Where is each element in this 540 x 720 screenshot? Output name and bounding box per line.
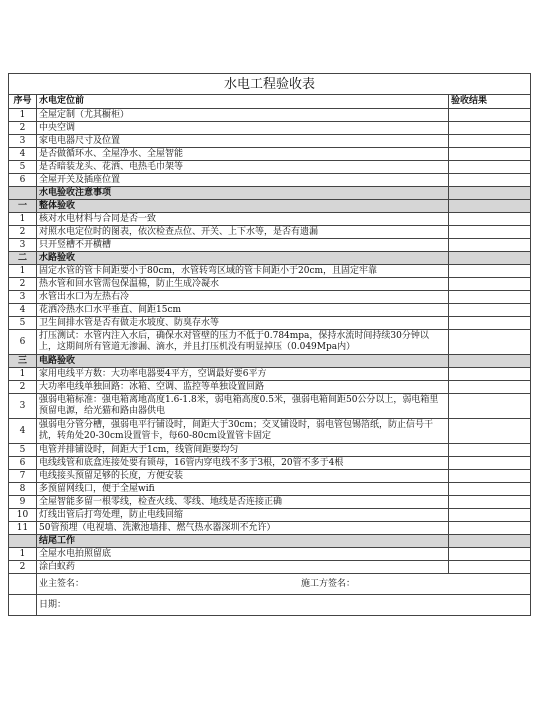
col-header-no: 序号 [9,95,37,109]
row-no: 3 [9,239,37,252]
row-no: 2 [9,122,37,135]
section-number: 一 [9,200,37,213]
row-item: 电线线管和底盒连接处要有锁母，16管内穿电线不多于3根，20管不多于4根 [37,457,449,470]
row-result[interactable] [449,419,531,444]
date-label: 日期： [37,595,531,616]
col-header-result: 验收结果 [449,95,531,109]
acceptance-table [8,73,531,616]
row-item: 打压测试：水管内注入水后，确保水对管壁的压力不低于0.784mpa，保持水流时间持续30分钟以上，这期间所有管道无渗漏、滴水，并且打压机没有明显掉压（0.049Mpa内） [37,330,449,355]
row-no: 1 [9,265,37,278]
row-no: 2 [9,226,37,239]
row-item: 强弱电箱标准：强电箱离地高度1.6-1.8米，弱电箱高度0.5米，强弱电箱间距50公分以上，弱电箱里预留电源，给光猫和路由器供电 [37,394,449,419]
row-item: 水管出水口为左热右冷 [37,291,449,304]
section-number: 二 [9,252,37,265]
row-result[interactable] [449,226,531,239]
row-result[interactable] [449,291,531,304]
row-no: 7 [9,470,37,483]
row-item: 中央空调 [37,122,449,135]
row-item: 强弱电分管分槽，强弱电平行铺设时，间距大于30cm；交叉铺设时，弱电管包锡箔纸，防止信号干扰，转角处20-30cm设置管卡，每60-80cm设置管卡固定 [37,419,449,444]
row-result[interactable] [449,483,531,496]
row-item: 是否做循环水、全屋净水、全屋智能 [37,148,449,161]
row-result[interactable] [449,304,531,317]
row-item: 多预留网线口，便于全屋wifi [37,483,449,496]
row-item: 对照水电定位时的图表，依次检查点位、开关、上下水等，是否有遗漏 [37,226,449,239]
row-result[interactable] [449,496,531,509]
row-result[interactable] [449,239,531,252]
row-result[interactable] [449,444,531,457]
row-result[interactable] [449,470,531,483]
row-no: 4 [9,419,37,444]
row-no: 1 [9,368,37,381]
row-result[interactable] [449,278,531,291]
row-no: 5 [9,444,37,457]
row-result[interactable] [449,109,531,122]
row-item: 卫生间排水管是否有做走水坡度、防臭存水等 [37,317,449,330]
table-title: 水电工程验收表 [9,74,531,95]
row-item: 全屋开关及插座位置 [37,174,449,187]
row-no: 3 [9,394,37,419]
section-title: 水路验收 [37,252,449,265]
row-item: 只开竖槽不开横槽 [37,239,449,252]
row-no: 6 [9,330,37,355]
col-header-item: 水电定位前 [37,95,449,109]
row-item: 花洒冷热水口水平垂直、间距15cm [37,304,449,317]
row-item: 是否暗装龙头、花洒、电热毛巾架等 [37,161,449,174]
row-result[interactable] [449,174,531,187]
row-item: 固定水管的管卡间距要小于80cm，水管转弯区域的管卡间距小于20cm，且固定牢靠 [37,265,449,278]
row-no: 11 [9,522,37,535]
row-no: 5 [9,161,37,174]
row-no: 1 [9,109,37,122]
row-item: 电线接头预留足够的长度，方便安装 [37,470,449,483]
row-result[interactable] [449,522,531,535]
row-item: 热水管和回水管需包保温棉，防止生成冷凝水 [37,278,449,291]
row-result[interactable] [449,381,531,394]
row-no: 3 [9,135,37,148]
row-no: 4 [9,304,37,317]
section-title: 电路验收 [37,355,449,368]
builder-signature-label: 施工方签名： [301,578,356,589]
row-no: 2 [9,278,37,291]
row-item: 家用电线平方数：大功率电器要4平方，空调最好要6平方 [37,368,449,381]
row-result[interactable] [449,509,531,522]
row-no: 1 [9,213,37,226]
row-result[interactable] [449,561,531,574]
row-result[interactable] [449,317,531,330]
row-result[interactable] [449,213,531,226]
row-no: 5 [9,317,37,330]
row-no: 1 [9,548,37,561]
row-result[interactable] [449,135,531,148]
row-result[interactable] [449,548,531,561]
row-result[interactable] [449,457,531,470]
section-title: 结尾工作 [37,535,449,548]
row-no: 2 [9,381,37,394]
signature-row [37,574,531,595]
row-item: 50管预埋（电视墙、洗漱池墙排、燃气热水器深圳不允许） [37,522,449,535]
notes-title: 水电验收注意事项 [37,187,449,200]
section-title: 整体验收 [37,200,449,213]
row-item: 电管并排铺设时，间距大于1cm，线管间距要均匀 [37,444,449,457]
row-result[interactable] [449,330,531,355]
row-result[interactable] [449,148,531,161]
row-item: 全屋定制（尤其橱柜） [37,109,449,122]
row-result[interactable] [449,265,531,278]
row-item: 家电电器尺寸及位置 [37,135,449,148]
row-result[interactable] [449,161,531,174]
row-item: 全屋智能多留一根零线，检查火线、零线、地线是否连接正确 [37,496,449,509]
row-result[interactable] [449,368,531,381]
owner-signature-label: 业主签名： [39,578,85,589]
section-number: 三 [9,355,37,368]
row-no: 4 [9,148,37,161]
row-no: 10 [9,509,37,522]
row-no: 9 [9,496,37,509]
row-item: 核对水电材料与合同是否一致 [37,213,449,226]
row-result[interactable] [449,394,531,419]
row-no: 8 [9,483,37,496]
row-no: 6 [9,174,37,187]
row-item: 涂白蚁药 [37,561,449,574]
row-item: 灯线出管后打弯处理，防止电线回缩 [37,509,449,522]
row-item: 全屋水电拍照留底 [37,548,449,561]
row-item: 大功率电线单独回路：冰箱、空调、监控等单独设置回路 [37,381,449,394]
row-no: 3 [9,291,37,304]
row-no: 6 [9,457,37,470]
row-no: 2 [9,561,37,574]
row-result[interactable] [449,122,531,135]
